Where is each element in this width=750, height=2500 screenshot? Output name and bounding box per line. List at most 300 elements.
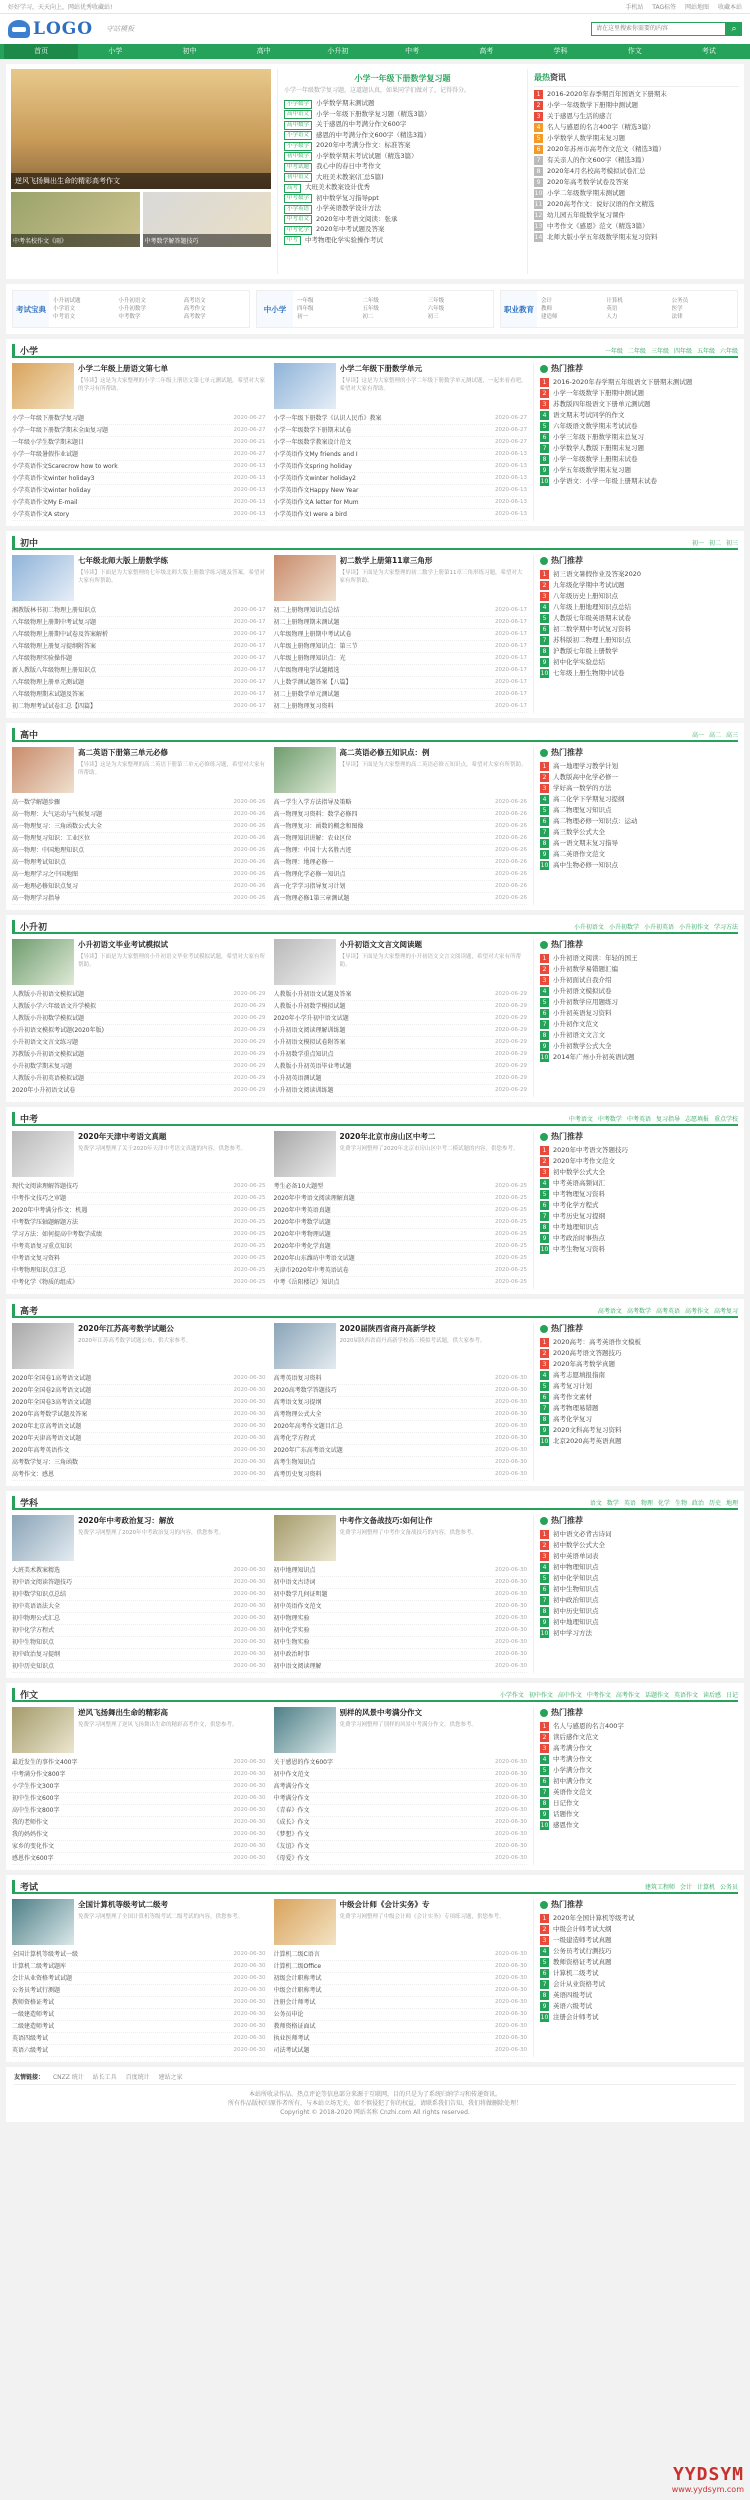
category-link[interactable]: 中考数学 xyxy=(118,314,141,320)
headline-text[interactable]: 大班美术教案设计优秀 xyxy=(305,183,371,191)
article-list-item[interactable] xyxy=(12,509,266,521)
hot-recommend-item[interactable] xyxy=(540,432,738,443)
hot-recommend-text[interactable]: 北京2020高考英语真题 xyxy=(553,1437,622,1445)
article-title[interactable]: 大班美术教案精选 xyxy=(12,1567,61,1574)
hot-recommend-text[interactable]: 高考复习计划 xyxy=(553,1382,592,1390)
headline-tag[interactable]: 中考试题 xyxy=(284,163,312,172)
section-title[interactable]: 高中 xyxy=(12,728,38,741)
article-title[interactable]: 小学英语作文A letter for Mum xyxy=(273,499,359,506)
article-title[interactable]: 中考作文技巧之审题 xyxy=(12,1195,67,1202)
headline-item[interactable] xyxy=(284,193,521,204)
hot-recommend-item[interactable] xyxy=(540,1743,738,1754)
section-subnav-link[interactable]: 小升初作文 xyxy=(678,923,709,931)
hot-news-item[interactable] xyxy=(534,122,739,133)
article-title[interactable]: 家乡的变化作文 xyxy=(12,1843,55,1850)
section-subnav-link[interactable]: 中考英语 xyxy=(626,1115,651,1123)
article-list-item[interactable] xyxy=(274,497,528,509)
article-list-item[interactable] xyxy=(12,1073,266,1085)
featured-thumbnail[interactable] xyxy=(12,1707,74,1753)
hot-recommend-item[interactable] xyxy=(540,1913,738,1924)
hot-recommend-text[interactable]: 英语作文范文 xyxy=(553,1788,592,1796)
hot-recommend-item[interactable] xyxy=(540,986,738,997)
section-title[interactable]: 考试 xyxy=(12,1880,38,1893)
hot-recommend-text[interactable]: 小升初面试自我介绍 xyxy=(553,976,612,984)
hot-recommend-text[interactable]: 初中数学公式大全 xyxy=(553,1168,605,1176)
hot-recommend-item[interactable] xyxy=(540,1968,738,1979)
section-title[interactable]: 小学 xyxy=(12,344,38,357)
article-list-item[interactable] xyxy=(274,1385,528,1397)
hot-recommend-item[interactable] xyxy=(540,997,738,1008)
article-title[interactable]: 高一地理学习之中国地图 xyxy=(12,871,79,878)
article-title[interactable]: 2020年高考英语作文 xyxy=(12,1447,70,1454)
headline-text[interactable]: 小学一年级下册数学复习题（精选3篇） xyxy=(316,109,431,118)
article-list-item[interactable] xyxy=(12,1025,266,1037)
slide-main-image[interactable] xyxy=(11,69,271,189)
article-list-item[interactable] xyxy=(12,1421,266,1433)
headline-text[interactable]: 感恩的中考满分作文600字（精选3篇） xyxy=(316,130,431,139)
article-title[interactable]: 初中英语作文范文 xyxy=(273,1603,322,1610)
article-list-item[interactable] xyxy=(274,1565,528,1577)
article-title[interactable]: 2020年中考英语真题 xyxy=(273,1207,331,1214)
category-link[interactable]: 高考语文 xyxy=(183,298,206,304)
hot-recommend-text[interactable]: 英语四级考试 xyxy=(553,1991,592,1999)
headline-item[interactable] xyxy=(284,182,521,193)
hot-news-text[interactable]: 2020年苏州市高考作文范文（精选3篇） xyxy=(547,145,666,153)
hot-news-item[interactable] xyxy=(534,89,739,100)
featured-thumbnail[interactable] xyxy=(12,363,74,409)
featured-title[interactable]: 2020年中考政治复习：解放 xyxy=(78,1516,174,1525)
article-list-item[interactable] xyxy=(12,1817,266,1829)
article-list-item[interactable] xyxy=(12,1181,266,1193)
article-list-item[interactable] xyxy=(274,1037,528,1049)
article-list-item[interactable] xyxy=(274,1241,528,1253)
article-list-item[interactable] xyxy=(12,1649,266,1661)
hot-recommend-text[interactable]: 小升初数学公式大全 xyxy=(553,1042,612,1050)
article-title[interactable]: 初中历史知识点 xyxy=(12,1663,55,1670)
article-list-item[interactable] xyxy=(12,1469,266,1481)
featured-title[interactable]: 2020届陕西省商丹高新学校 xyxy=(339,1324,436,1333)
article-title[interactable]: 小学英语作文Scarecrow how to work xyxy=(12,463,118,470)
article-list-item[interactable] xyxy=(274,1013,528,1025)
article-list-item[interactable] xyxy=(274,461,528,473)
hot-recommend-text[interactable]: 中考地理知识点 xyxy=(553,1223,599,1231)
article-title[interactable]: 八上数学测试题答案【八篇】 xyxy=(273,679,352,686)
article-list-item[interactable] xyxy=(274,449,528,461)
featured-article[interactable] xyxy=(12,1707,266,1753)
article-list-item[interactable] xyxy=(12,1217,266,1229)
featured-title[interactable]: 2020年江苏高考数学试题公 xyxy=(78,1324,174,1333)
article-list-item[interactable] xyxy=(12,1457,266,1469)
article-list-item[interactable] xyxy=(274,1589,528,1601)
article-list-item[interactable] xyxy=(274,1757,528,1769)
featured-article[interactable] xyxy=(274,1515,528,1561)
article-title[interactable]: 二级建造师考试 xyxy=(12,2023,55,2030)
article-list-item[interactable] xyxy=(274,1073,528,1085)
hot-recommend-item[interactable] xyxy=(540,1584,738,1595)
section-subnav-link[interactable]: 小升初数学 xyxy=(608,923,639,931)
article-list-item[interactable] xyxy=(12,1037,266,1049)
hot-recommend-text[interactable]: 小学五年级数学期末复习题 xyxy=(553,466,631,474)
slide-caption[interactable]: 逆风飞扬舞出生命的精彩高考作文 xyxy=(11,173,271,189)
hot-recommend-text[interactable]: 小升初数学易错题汇编 xyxy=(553,965,618,973)
article-list-item[interactable] xyxy=(12,1085,266,1097)
article-title[interactable]: 会计从业资格考试试题 xyxy=(12,1975,73,1982)
hot-recommend-item[interactable] xyxy=(540,838,738,849)
article-title[interactable]: 中考数学压轴题解题方法 xyxy=(12,1219,79,1226)
article-title[interactable]: 小升初语文阅读训练题 xyxy=(273,1087,334,1094)
article-title[interactable]: 公务员考试行测题 xyxy=(12,1987,61,1994)
featured-article[interactable] xyxy=(274,363,528,409)
article-title[interactable]: 小学英语作文I were a bird xyxy=(273,511,347,518)
hot-recommend-item[interactable] xyxy=(540,1732,738,1743)
article-title[interactable]: 天津市2020年中考英语试卷 xyxy=(273,1267,349,1274)
article-list-item[interactable] xyxy=(274,2009,528,2021)
article-title[interactable]: 初中政治时事 xyxy=(273,1651,310,1658)
headline-tag[interactable]: 中考数学 xyxy=(284,194,312,203)
article-title[interactable]: 小学一年级下册数学复习题 xyxy=(12,415,85,422)
article-title[interactable]: 高考英语复习资料 xyxy=(273,1375,322,1382)
hot-recommend-text[interactable]: 小学一年级数学下册期中测试题 xyxy=(553,389,644,397)
article-title[interactable]: 一级建造师考试 xyxy=(12,2011,55,2018)
article-list-item[interactable] xyxy=(12,689,266,701)
article-title[interactable]: 小学一年级暑假作业试题 xyxy=(12,451,79,458)
featured-title[interactable]: 别样的风景中考满分作文 xyxy=(339,1708,422,1717)
article-title[interactable]: 《母爱》作文 xyxy=(273,1855,310,1862)
hot-recommend-text[interactable]: 小升初语文模拟试卷 xyxy=(553,987,612,995)
category-title[interactable]: 中小学 xyxy=(257,291,293,327)
article-title[interactable]: 八年级物理上册期中考试试卷 xyxy=(273,631,352,638)
article-list-item[interactable] xyxy=(12,893,266,905)
article-list-item[interactable] xyxy=(274,869,528,881)
hot-recommend-item[interactable] xyxy=(540,1008,738,1019)
article-title[interactable]: 小升初语文模拟考试题(2020年版) xyxy=(12,1027,104,1034)
hot-news-item[interactable] xyxy=(534,210,739,221)
hot-recommend-item[interactable] xyxy=(540,1211,738,1222)
article-list-item[interactable] xyxy=(12,605,266,617)
article-list-item[interactable] xyxy=(274,845,528,857)
section-subnav-link[interactable]: 四年级 xyxy=(673,347,692,355)
article-list-item[interactable] xyxy=(12,2033,266,2045)
article-title[interactable]: 小学英语作文winter holiday2 xyxy=(273,475,356,482)
section-subnav-link[interactable]: 小升初语文 xyxy=(573,923,604,931)
category-link[interactable]: 高考作文 xyxy=(183,306,206,312)
article-title[interactable]: 2020年中考物理试题 xyxy=(273,1231,331,1238)
hot-news-item[interactable] xyxy=(534,111,739,122)
article-title[interactable]: 小学生作文300字 xyxy=(12,1783,60,1790)
hot-news-text[interactable]: 有关亲人的作文600字（精选3篇） xyxy=(547,156,649,164)
article-list-item[interactable] xyxy=(274,1973,528,1985)
hot-recommend-text[interactable]: 一级建造师考试真题 xyxy=(553,1936,612,1944)
category-link[interactable]: 初二 xyxy=(362,314,374,320)
hot-recommend-item[interactable] xyxy=(540,580,738,591)
article-title[interactable]: 高考化学方程式 xyxy=(273,1435,316,1442)
article-title[interactable]: 初中生作文600字 xyxy=(12,1795,60,1802)
hot-recommend-text[interactable]: 会计从业资格考试 xyxy=(553,1980,605,1988)
mobile-link[interactable]: 手机站 xyxy=(625,4,644,11)
hot-recommend-item[interactable] xyxy=(540,816,738,827)
friend-link[interactable]: 百度统计 xyxy=(125,2074,150,2081)
article-list-item[interactable] xyxy=(12,1433,266,1445)
article-list-item[interactable] xyxy=(274,677,528,689)
article-list-item[interactable] xyxy=(274,1265,528,1277)
hot-recommend-item[interactable] xyxy=(540,1798,738,1809)
article-list-item[interactable] xyxy=(12,437,266,449)
article-title[interactable]: 高一物理：大气运动与气候复习题 xyxy=(12,811,103,818)
article-list-item[interactable] xyxy=(12,809,266,821)
article-list-item[interactable] xyxy=(274,797,528,809)
hot-recommend-item[interactable] xyxy=(540,1178,738,1189)
hot-recommend-text[interactable]: 沪教版七年级上册数学 xyxy=(553,647,618,655)
hot-recommend-item[interactable] xyxy=(540,1551,738,1562)
article-title[interactable]: 八年级物理期末试题及答案 xyxy=(12,691,85,698)
article-title[interactable]: 小升初英语测试题 xyxy=(273,1075,322,1082)
hot-recommend-text[interactable]: 初中数学公式大全 xyxy=(553,1541,605,1549)
section-subnav-link[interactable]: 中考数学 xyxy=(597,1115,622,1123)
hot-recommend-item[interactable] xyxy=(540,1370,738,1381)
article-title[interactable]: 八年级物理实验操作题 xyxy=(12,655,73,662)
hot-recommend-item[interactable] xyxy=(540,657,738,668)
category-link[interactable]: 小升初语文 xyxy=(118,298,146,304)
hot-recommend-text[interactable]: 九年级化学期中考试试题 xyxy=(553,581,625,589)
hot-news-item[interactable] xyxy=(534,188,739,199)
article-title[interactable]: 最近发生的事作文400字 xyxy=(12,1759,78,1766)
search-input[interactable] xyxy=(591,22,726,36)
article-title[interactable]: 高一物理必修1第三章测试题 xyxy=(273,895,350,902)
section-subnav-link[interactable]: 中考语文 xyxy=(568,1115,593,1123)
hot-recommend-text[interactable]: 注册会计师考试 xyxy=(553,2013,599,2021)
section-subnav-link[interactable]: 初中作文 xyxy=(528,1691,553,1699)
article-title[interactable]: 2020年全国卷2高考语文试题 xyxy=(12,1387,92,1394)
headline-item[interactable] xyxy=(284,98,521,109)
featured-title[interactable]: 七年级北师大版上册数学练 xyxy=(78,556,168,565)
hot-recommend-text[interactable]: 小学满分作文 xyxy=(553,1766,592,1774)
article-list-item[interactable] xyxy=(12,1013,266,1025)
article-title[interactable]: 八年级物理上册期中试卷及答案解析 xyxy=(12,631,109,638)
article-title[interactable]: 中考语文复习资料 xyxy=(12,1255,61,1262)
article-list-item[interactable] xyxy=(274,1841,528,1853)
category-link[interactable]: 计算机 xyxy=(606,298,623,304)
hot-news-text[interactable]: 小学数学人数学期末复习题 xyxy=(547,134,625,142)
article-title[interactable]: 2020年中考满分作文：机遇 xyxy=(12,1207,88,1214)
featured-title[interactable]: 高二英语下册第三单元必修 xyxy=(78,748,168,757)
article-title[interactable]: 《青春》作文 xyxy=(273,1807,310,1814)
hot-recommend-item[interactable] xyxy=(540,388,738,399)
hot-recommend-item[interactable] xyxy=(540,1979,738,1990)
headline-item[interactable] xyxy=(284,235,521,246)
hot-recommend-text[interactable]: 高考作文素材 xyxy=(553,1393,592,1401)
article-list-item[interactable] xyxy=(12,1997,266,2009)
article-title[interactable]: 初二上册物理知识点总结 xyxy=(273,607,340,614)
hot-recommend-text[interactable]: 初二数学期中考试复习资料 xyxy=(553,625,631,633)
article-list-item[interactable] xyxy=(12,821,266,833)
hot-recommend-item[interactable] xyxy=(540,421,738,432)
headline-tag[interactable]: 小学数学 xyxy=(284,142,312,151)
headline-text[interactable]: 2020年中考语文阅读：张承 xyxy=(316,214,398,223)
article-title[interactable]: 初中化学方程式 xyxy=(12,1627,55,1634)
section-subnav-link[interactable]: 高一 xyxy=(691,731,704,739)
featured-article[interactable] xyxy=(12,555,266,601)
hot-recommend-text[interactable]: 高一地理学习教学计划 xyxy=(553,762,618,770)
hot-recommend-item[interactable] xyxy=(540,1359,738,1370)
article-list-item[interactable] xyxy=(274,833,528,845)
article-list-item[interactable] xyxy=(274,1397,528,1409)
article-list-item[interactable] xyxy=(12,485,266,497)
featured-article[interactable] xyxy=(274,1899,528,1945)
featured-thumbnail[interactable] xyxy=(274,363,336,409)
featured-article[interactable] xyxy=(12,1131,266,1177)
nav-gaozhong[interactable]: 高中 xyxy=(256,47,271,55)
article-list-item[interactable] xyxy=(274,1445,528,1457)
headline-tag[interactable]: 中考语文 xyxy=(284,215,312,224)
featured-thumbnail[interactable] xyxy=(274,1707,336,1753)
nav-zhongkao[interactable]: 中考 xyxy=(405,47,420,55)
article-list-item[interactable] xyxy=(12,1001,266,1013)
headline-item[interactable] xyxy=(284,172,521,183)
section-subnav-link[interactable]: 计算机 xyxy=(696,1883,715,1891)
article-title[interactable]: 司法考试试题 xyxy=(273,2047,310,2054)
featured-title[interactable]: 中级会计师《会计实务》专 xyxy=(339,1900,430,1909)
article-list-item[interactable] xyxy=(12,2021,266,2033)
hot-recommend-item[interactable] xyxy=(540,377,738,388)
hot-recommend-item[interactable] xyxy=(540,1425,738,1436)
hot-news-text[interactable]: 中考作文《感恩》范文（精选3篇） xyxy=(547,222,649,230)
hot-recommend-item[interactable] xyxy=(540,1414,738,1425)
headline-text[interactable]: 小学数学期末测试题 xyxy=(316,99,375,107)
hot-news-text[interactable]: 幼儿园五年级数学复习课件 xyxy=(547,211,625,219)
category-link[interactable]: 会计 xyxy=(541,298,553,304)
article-title[interactable]: 高考满分作文 xyxy=(273,1783,310,1790)
article-list-item[interactable] xyxy=(274,425,528,437)
article-list-item[interactable] xyxy=(12,1781,266,1793)
featured-article[interactable] xyxy=(12,1899,266,1945)
section-subnav-link[interactable]: 小升初英语 xyxy=(643,923,674,931)
article-list-item[interactable] xyxy=(274,1817,528,1829)
article-title[interactable]: 高一学生入学方法指导及策略 xyxy=(273,799,352,806)
hot-recommend-item[interactable] xyxy=(540,1946,738,1957)
hot-recommend-text[interactable]: 小学三年级下册数学期末总复习 xyxy=(553,433,644,441)
section-title[interactable]: 初中 xyxy=(12,536,38,549)
article-title[interactable]: 八年级物理上册期中考试复习题 xyxy=(12,619,97,626)
category-link[interactable]: 二年级 xyxy=(362,298,379,304)
section-subnav-link[interactable]: 初三 xyxy=(725,539,738,547)
article-list-item[interactable] xyxy=(12,1613,266,1625)
hot-recommend-text[interactable]: 小升初数学应用题练习 xyxy=(553,998,618,1006)
hot-recommend-item[interactable] xyxy=(540,1348,738,1359)
article-list-item[interactable] xyxy=(274,1061,528,1073)
article-list-item[interactable] xyxy=(274,1781,528,1793)
article-list-item[interactable] xyxy=(12,1961,266,1973)
article-title[interactable]: 2020年山东潍坊中考语文试题 xyxy=(273,1255,355,1262)
article-list-item[interactable] xyxy=(12,1625,266,1637)
article-title[interactable]: 新人教版八年级物理上册知识点 xyxy=(12,667,97,674)
category-link[interactable]: 五年级 xyxy=(362,306,379,312)
hot-recommend-text[interactable]: 高二物理必修一知识点：运动 xyxy=(553,817,638,825)
hot-recommend-item[interactable] xyxy=(540,465,738,476)
hot-news-item[interactable] xyxy=(534,100,739,111)
nav-gaokao[interactable]: 高考 xyxy=(479,47,494,55)
article-list-item[interactable] xyxy=(12,1793,266,1805)
section-subnav-link[interactable]: 高考英语 xyxy=(655,1307,680,1315)
hot-recommend-item[interactable] xyxy=(540,1222,738,1233)
section-subnav-link[interactable]: 高二 xyxy=(708,731,721,739)
section-subnav-link[interactable]: 五年级 xyxy=(696,347,715,355)
hot-recommend-text[interactable]: 初中英语单词表 xyxy=(553,1552,599,1560)
hot-recommend-text[interactable]: 2020高考语文答题技巧 xyxy=(553,1349,622,1357)
article-title[interactable]: 高一物理复习资料：数学必修四 xyxy=(273,811,358,818)
article-title[interactable]: 初中作文范文 xyxy=(273,1771,310,1778)
hot-recommend-text[interactable]: 高考物理易错题 xyxy=(553,1404,599,1412)
headline-tag[interactable]: 小学数学 xyxy=(284,100,312,109)
article-list-item[interactable] xyxy=(12,497,266,509)
article-list-item[interactable] xyxy=(12,449,266,461)
featured-article[interactable] xyxy=(12,1515,266,1561)
category-link[interactable]: 医学 xyxy=(671,306,683,312)
hot-recommend-item[interactable] xyxy=(540,805,738,816)
article-list-item[interactable] xyxy=(12,641,266,653)
headline-item[interactable] xyxy=(284,214,521,225)
hot-news-text[interactable]: 2020高考作文：说好汉语的作文精选 xyxy=(547,200,655,208)
hot-recommend-item[interactable] xyxy=(540,1787,738,1798)
section-subnav-link[interactable]: 三年级 xyxy=(650,347,669,355)
hot-recommend-text[interactable]: 初三语文暑假作业及答案2020 xyxy=(553,570,642,578)
featured-title[interactable]: 小学二年级上册语文第七单 xyxy=(78,364,168,373)
section-subnav-link[interactable]: 建筑工程师 xyxy=(644,1883,675,1891)
hot-recommend-text[interactable]: 初中化学实验总结 xyxy=(553,658,605,666)
article-list-item[interactable] xyxy=(274,1649,528,1661)
hot-recommend-item[interactable] xyxy=(540,1562,738,1573)
hot-recommend-item[interactable] xyxy=(540,476,738,487)
category-link[interactable]: 人力 xyxy=(606,314,618,320)
article-title[interactable]: 高一物理复习：三角函数公式大全 xyxy=(12,823,103,830)
article-title[interactable]: 《成长》作文 xyxy=(273,1819,310,1826)
article-title[interactable]: 小学一年级数学下册期末试卷 xyxy=(273,427,352,434)
article-list-item[interactable] xyxy=(274,1229,528,1241)
article-title[interactable]: 英语六级考试 xyxy=(12,2047,49,2054)
category-link[interactable]: 一年级 xyxy=(297,298,314,304)
hot-recommend-text[interactable]: 中考英语高频词汇 xyxy=(553,1179,605,1187)
article-title[interactable]: 现代文阅读理解答题技巧 xyxy=(12,1183,79,1190)
hot-recommend-item[interactable] xyxy=(540,624,738,635)
article-list-item[interactable] xyxy=(274,857,528,869)
article-title[interactable]: 关于感恩的作文600字 xyxy=(273,1759,333,1766)
featured-article[interactable] xyxy=(274,747,528,793)
hot-recommend-item[interactable] xyxy=(540,410,738,421)
hot-recommend-text[interactable]: 人教版七年级英语期末试卷 xyxy=(553,614,631,622)
hot-recommend-item[interactable] xyxy=(540,1392,738,1403)
featured-thumbnail[interactable] xyxy=(12,1515,74,1561)
article-list-item[interactable] xyxy=(12,653,266,665)
article-list-item[interactable] xyxy=(12,857,266,869)
hot-recommend-item[interactable] xyxy=(540,635,738,646)
nav-xueke[interactable]: 学科 xyxy=(553,47,568,55)
friend-link[interactable]: 站长工具 xyxy=(92,2074,117,2081)
article-title[interactable]: 教师资格证面试 xyxy=(273,2023,316,2030)
section-subnav-link[interactable]: 历史 xyxy=(708,1499,721,1507)
hot-recommend-item[interactable] xyxy=(540,591,738,602)
hot-recommend-text[interactable]: 中考生物复习资料 xyxy=(553,1245,605,1253)
featured-thumbnail[interactable] xyxy=(12,939,74,985)
article-title[interactable]: 2020年中考语文阅读理解真题 xyxy=(273,1195,355,1202)
hot-recommend-text[interactable]: 初中满分作文 xyxy=(553,1777,592,1785)
article-list-item[interactable] xyxy=(12,1973,266,1985)
article-title[interactable]: 初中数学几何证明题 xyxy=(273,1591,328,1598)
hot-recommend-text[interactable]: 初中化学知识点 xyxy=(553,1574,599,1582)
article-list-item[interactable] xyxy=(274,1421,528,1433)
article-list-item[interactable] xyxy=(12,1661,266,1673)
hot-recommend-item[interactable] xyxy=(540,1167,738,1178)
hot-recommend-item[interactable] xyxy=(540,1145,738,1156)
section-title[interactable]: 学科 xyxy=(12,1496,38,1509)
